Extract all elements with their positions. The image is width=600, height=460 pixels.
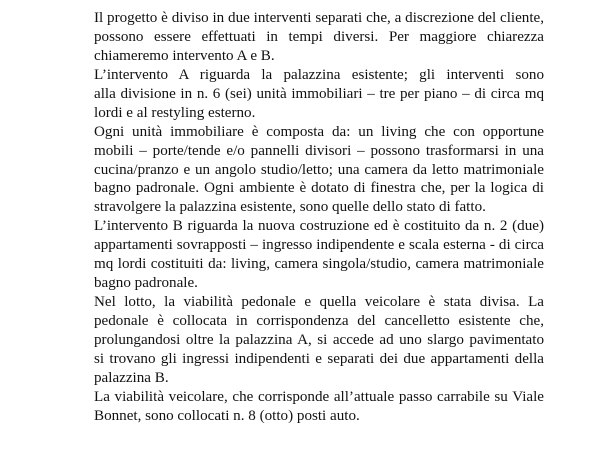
text-line: si trovano gli ingressi indipendenti e separati dei due appartamenti della — [94, 350, 544, 367]
text-line: chiameremo intervento A e B. — [94, 47, 275, 64]
text-line: cucina/pranzo e un angolo studio/letto; una camera da letto matrimoniale — [94, 161, 544, 178]
text-line: mobili – porte/tende e/o pannelli divisori – possono trasformarsi in una — [94, 142, 544, 159]
text-line: stravolgere la palazzina esistente, sono quelle dello stato di fatto. — [94, 199, 486, 216]
text-line: possono essere effettuati in tempi diversi. Per maggiore chiarezza — [94, 28, 544, 45]
text-line: Ogni unità immobiliare è composta da: un living che con opportune — [94, 123, 544, 140]
paragraph-unit-composition — [94, 123, 544, 218]
text-line: La viabilità veicolare, che corrisponde all’attuale passo carrabile su Viale — [94, 388, 544, 405]
text-line: alla divisione in n. 6 (sei) unità immobiliari – tre per piano – di circa mq — [94, 85, 544, 102]
text-line: Il progetto è diviso in due interventi separati che, a discrezione del cliente, — [94, 10, 544, 26]
text-line: bagno padronale. — [94, 275, 198, 292]
paragraph-vehicle-access — [94, 388, 544, 426]
text-line: L’intervento B riguarda la nuova costruzione ed è costituito da n. 2 (due) — [94, 218, 544, 235]
text-line: Bonnet, sono collocati n. 8 (otto) posti auto. — [94, 407, 360, 424]
paragraph-intervention-b — [94, 217, 544, 293]
paragraph-pedestrian-access — [94, 293, 544, 388]
text-line: mq lordi costituiti da: living, camera singola/studio, camera matrimoniale — [94, 256, 544, 273]
text-line: palazzina B. — [94, 369, 169, 386]
text-line: lordi e al restyling esterno. — [94, 104, 256, 121]
text-line: L’intervento A riguarda la palazzina esistente; gli interventi sono — [94, 66, 544, 83]
text-line: appartamenti sovrapposti – ingresso indipendente e scala esterna - di circa — [94, 237, 544, 254]
paragraph-intervention-a — [94, 66, 544, 123]
document-page — [94, 9, 544, 426]
text-line: prolungandosi oltre la palazzina A, si accede ad uno slargo pavimentato — [94, 331, 544, 348]
text-line: bagno padronale. Ogni ambiente è dotato di finestra che, per la logica di — [94, 180, 544, 197]
text-line: Nel lotto, la viabilità pedonale e quella veicolare è stata divisa. La — [94, 294, 544, 311]
text-line: pedonale è collocata in corrispondenza del cancelletto esistente che, — [94, 313, 544, 329]
paragraph-project-division — [94, 9, 544, 66]
